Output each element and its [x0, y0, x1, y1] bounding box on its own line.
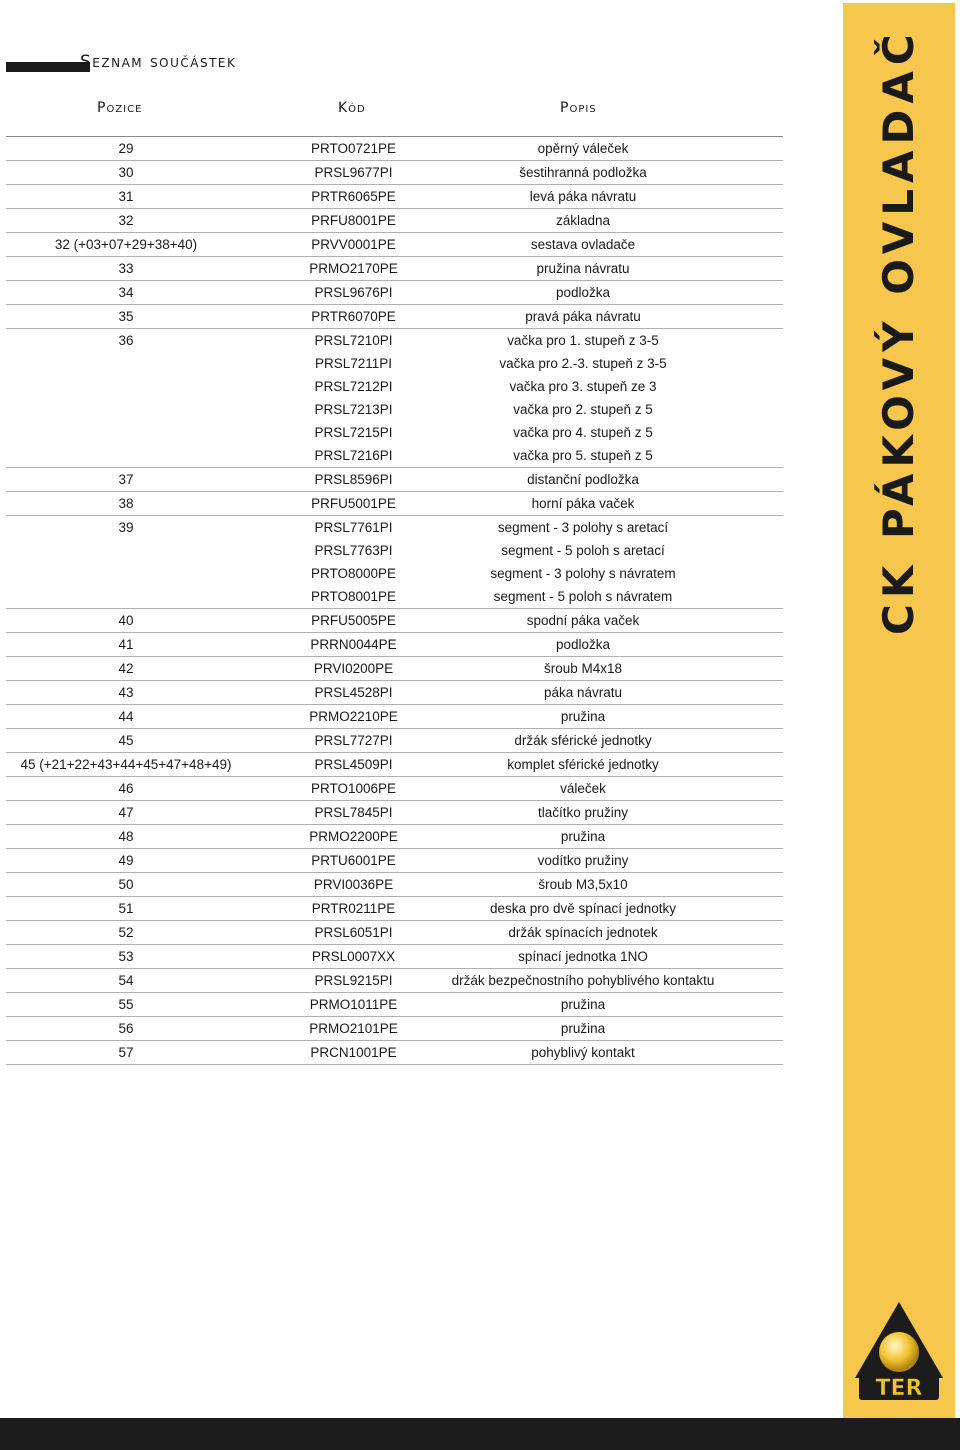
cell-popis: držák sférické jednotky — [514, 733, 652, 748]
cell-kod: PRTU6001PE — [311, 853, 396, 868]
table-row — [6, 945, 783, 968]
table-row — [6, 539, 783, 562]
cell-kod: PRMO2101PE — [309, 1021, 398, 1036]
cell-pozice: 41 — [118, 637, 134, 652]
cell-pozice: 48 — [118, 829, 134, 844]
cell-kod: PRSL7216PI — [314, 448, 393, 463]
table-row — [6, 633, 783, 656]
table-row — [6, 849, 783, 872]
cell-popis: pružina — [560, 1021, 606, 1036]
table-row — [6, 516, 783, 539]
table-row — [6, 873, 783, 896]
cell-pozice: 56 — [118, 1021, 134, 1036]
cell-popis: vačka pro 3. stupeň ze 3 — [509, 379, 657, 394]
table-row — [6, 375, 783, 398]
table-row — [6, 468, 783, 491]
table-headers — [0, 100, 790, 122]
cell-kod: PRSL7213PI — [314, 402, 393, 417]
table-row — [6, 398, 783, 421]
cell-popis: pružina návratu — [536, 261, 630, 276]
cell-popis: segment - 3 polohy s aretací — [497, 520, 669, 535]
cell-popis: šestihranná podložka — [519, 165, 647, 180]
cell-popis: horní páka vaček — [531, 496, 635, 511]
cell-popis: šroub M3,5x10 — [538, 877, 628, 892]
cell-popis: pravá páka návratu — [525, 309, 641, 324]
cell-popis: vačka pro 5. stupeň z 5 — [513, 448, 653, 463]
table-row — [6, 753, 783, 776]
table-row — [6, 921, 783, 944]
cell-kod: PRTR0211PE — [311, 901, 396, 916]
cell-kod: PRTR6070PE — [311, 309, 396, 324]
cell-pozice: 39 — [118, 520, 134, 535]
table-row — [6, 257, 783, 280]
cell-pozice: 34 — [118, 285, 134, 300]
cell-pozice: 44 — [118, 709, 134, 724]
cell-popis: spodní páka vaček — [526, 613, 640, 628]
table-row — [6, 492, 783, 515]
row-divider — [6, 1064, 783, 1065]
cell-kod: PRMO2170PE — [309, 261, 398, 276]
cell-popis: komplet sférické jednotky — [507, 757, 659, 772]
header-popis: Popis — [560, 100, 597, 116]
header-pozice: Pozice — [97, 100, 143, 116]
table-row — [6, 705, 783, 728]
cell-kod: PRFU5001PE — [311, 496, 396, 511]
cell-pozice: 43 — [118, 685, 134, 700]
table-row — [6, 681, 783, 704]
cell-popis: pohyblivý kontakt — [531, 1045, 635, 1060]
cell-kod: PRSL4528PI — [314, 685, 393, 700]
table-row — [6, 281, 783, 304]
cell-popis: deska pro dvě spínací jednotky — [489, 901, 677, 916]
cell-popis: pružina — [560, 829, 606, 844]
table-row — [6, 562, 783, 585]
table-row — [6, 585, 783, 608]
table-row — [6, 729, 783, 752]
cell-kod: PRMO2200PE — [309, 829, 398, 844]
table-row — [6, 777, 783, 800]
table-row — [6, 185, 783, 208]
cell-pozice: 42 — [118, 661, 134, 676]
table-row — [6, 609, 783, 632]
cell-popis: opěrný váleček — [537, 141, 629, 156]
cell-pozice: 46 — [118, 781, 134, 796]
cell-pozice: 32 — [118, 213, 134, 228]
cell-kod: PRTO8001PE — [310, 589, 397, 604]
cell-popis: segment - 5 poloh s návratem — [493, 589, 673, 604]
cell-popis: vodítko pružiny — [537, 853, 629, 868]
cell-kod: PRSL7845PI — [314, 805, 393, 820]
cell-pozice: 53 — [118, 949, 134, 964]
cell-kod: PRSL6051PI — [314, 925, 393, 940]
cell-popis: podložka — [555, 637, 611, 652]
cell-pozice: 31 — [118, 189, 134, 204]
cell-popis: vačka pro 1. stupeň z 3-5 — [507, 333, 659, 348]
cell-kod: PRVI0036PE — [313, 877, 394, 892]
table-row — [6, 161, 783, 184]
cell-popis: podložka — [555, 285, 611, 300]
cell-kod: PRSL7215PI — [314, 425, 393, 440]
cell-kod: PRSL7211PI — [314, 356, 393, 371]
title-bar-decoration — [6, 62, 90, 72]
cell-pozice: 51 — [118, 901, 134, 916]
cell-kod: PRSL7212PI — [314, 379, 393, 394]
table-row — [6, 233, 783, 256]
table-row — [6, 1017, 783, 1040]
table-row — [6, 137, 783, 160]
cell-kod: PRSL9676PI — [314, 285, 393, 300]
footer-bar — [0, 1418, 960, 1450]
cell-popis: vačka pro 2. stupeň z 5 — [513, 402, 653, 417]
cell-popis: pružina — [560, 997, 606, 1012]
header-kod: Kód — [338, 100, 366, 116]
table-row — [6, 444, 783, 467]
table-row — [6, 657, 783, 680]
cell-kod: PRMO2210PE — [309, 709, 398, 724]
cell-pozice: 37 — [118, 472, 134, 487]
cell-kod: PRSL7727PI — [314, 733, 393, 748]
cell-popis: distanční podložka — [527, 472, 639, 487]
cell-pozice: 33 — [118, 261, 134, 276]
cell-kod: PRTO0721PE — [310, 141, 397, 156]
cell-popis: spínací jednotka 1NO — [518, 949, 648, 964]
cell-kod: PRVI0200PE — [313, 661, 394, 676]
cell-pozice: 47 — [118, 805, 134, 820]
table-row — [6, 421, 783, 444]
table-row — [6, 352, 783, 375]
cell-pozice: 45 — [118, 733, 134, 748]
cell-pozice: 32 (+03+07+29+38+40) — [54, 237, 198, 252]
cell-popis: základna — [555, 213, 611, 228]
cell-pozice: 40 — [118, 613, 134, 628]
cell-kod: PRSL8596PI — [314, 472, 393, 487]
cell-pozice: 45 (+21+22+43+44+45+47+48+49) — [20, 757, 232, 772]
cell-pozice: 52 — [118, 925, 134, 940]
cell-pozice: 36 — [118, 333, 134, 348]
cell-popis: sestava ovladače — [530, 237, 636, 252]
cell-kod: PRSL0007XX — [311, 949, 396, 964]
cell-popis: váleček — [560, 781, 606, 796]
cell-pozice: 54 — [118, 973, 134, 988]
cell-popis: páka návratu — [543, 685, 623, 700]
cell-pozice: 35 — [118, 309, 134, 324]
table-row — [6, 1041, 783, 1064]
table-row — [6, 897, 783, 920]
cell-popis: tlačítko pružiny — [537, 805, 629, 820]
table-row — [6, 969, 783, 992]
table-row — [6, 209, 783, 232]
cell-kod: PRMO1011PE — [309, 997, 398, 1012]
table-row — [6, 993, 783, 1016]
cell-kod: PRSL9215PI — [314, 973, 393, 988]
cell-kod: PRVV0001PE — [311, 237, 396, 252]
cell-kod: PRFU5005PE — [311, 613, 396, 628]
ter-logo-icon — [853, 1300, 945, 1405]
table-row — [6, 305, 783, 328]
cell-pozice: 38 — [118, 496, 134, 511]
cell-pozice: 55 — [118, 997, 134, 1012]
cell-kod: PRSL7761PI — [314, 520, 393, 535]
cell-popis: vačka pro 2.-3. stupeň z 3-5 — [499, 356, 667, 371]
cell-pozice: 30 — [118, 165, 134, 180]
cell-popis: šroub M4x18 — [543, 661, 623, 676]
cell-pozice: 50 — [118, 877, 134, 892]
table-row — [6, 801, 783, 824]
table-row — [6, 329, 783, 352]
cell-popis: segment - 5 poloh s aretací — [501, 543, 665, 558]
page-title: Seznam součástek — [80, 52, 237, 72]
cell-pozice: 49 — [118, 853, 134, 868]
side-title: CK PÁKOVÝ OVLADAČ — [874, 28, 923, 635]
cell-popis: segment - 3 polohy s návratem — [490, 566, 676, 581]
cell-kod: PRSL7210PI — [314, 333, 393, 348]
cell-kod: PRTO8000PE — [310, 566, 397, 581]
cell-kod: PRSL7763PI — [314, 543, 393, 558]
cell-popis: držák bezpečnostního pohyblivého kontaktu — [451, 973, 715, 988]
table-row — [6, 825, 783, 848]
cell-popis: vačka pro 4. stupeň z 5 — [513, 425, 653, 440]
cell-pozice: 29 — [118, 141, 134, 156]
cell-kod: PRSL9677PI — [314, 165, 393, 180]
cell-kod: PRTO1006PE — [310, 781, 397, 796]
parts-table — [6, 136, 783, 1065]
cell-kod: PRFU8001PE — [311, 213, 396, 228]
cell-popis: držák spínacích jednotek — [508, 925, 658, 940]
cell-kod: PRRN0044PE — [310, 637, 397, 652]
cell-popis: pružina — [560, 709, 606, 724]
cell-kod: PRTR6065PE — [311, 189, 396, 204]
logo-text: TER — [875, 1376, 923, 1401]
cell-kod: PRCN1001PE — [310, 1045, 397, 1060]
cell-pozice: 57 — [118, 1045, 134, 1060]
cell-kod: PRSL4509PI — [314, 757, 393, 772]
cell-popis: levá páka návratu — [529, 189, 637, 204]
